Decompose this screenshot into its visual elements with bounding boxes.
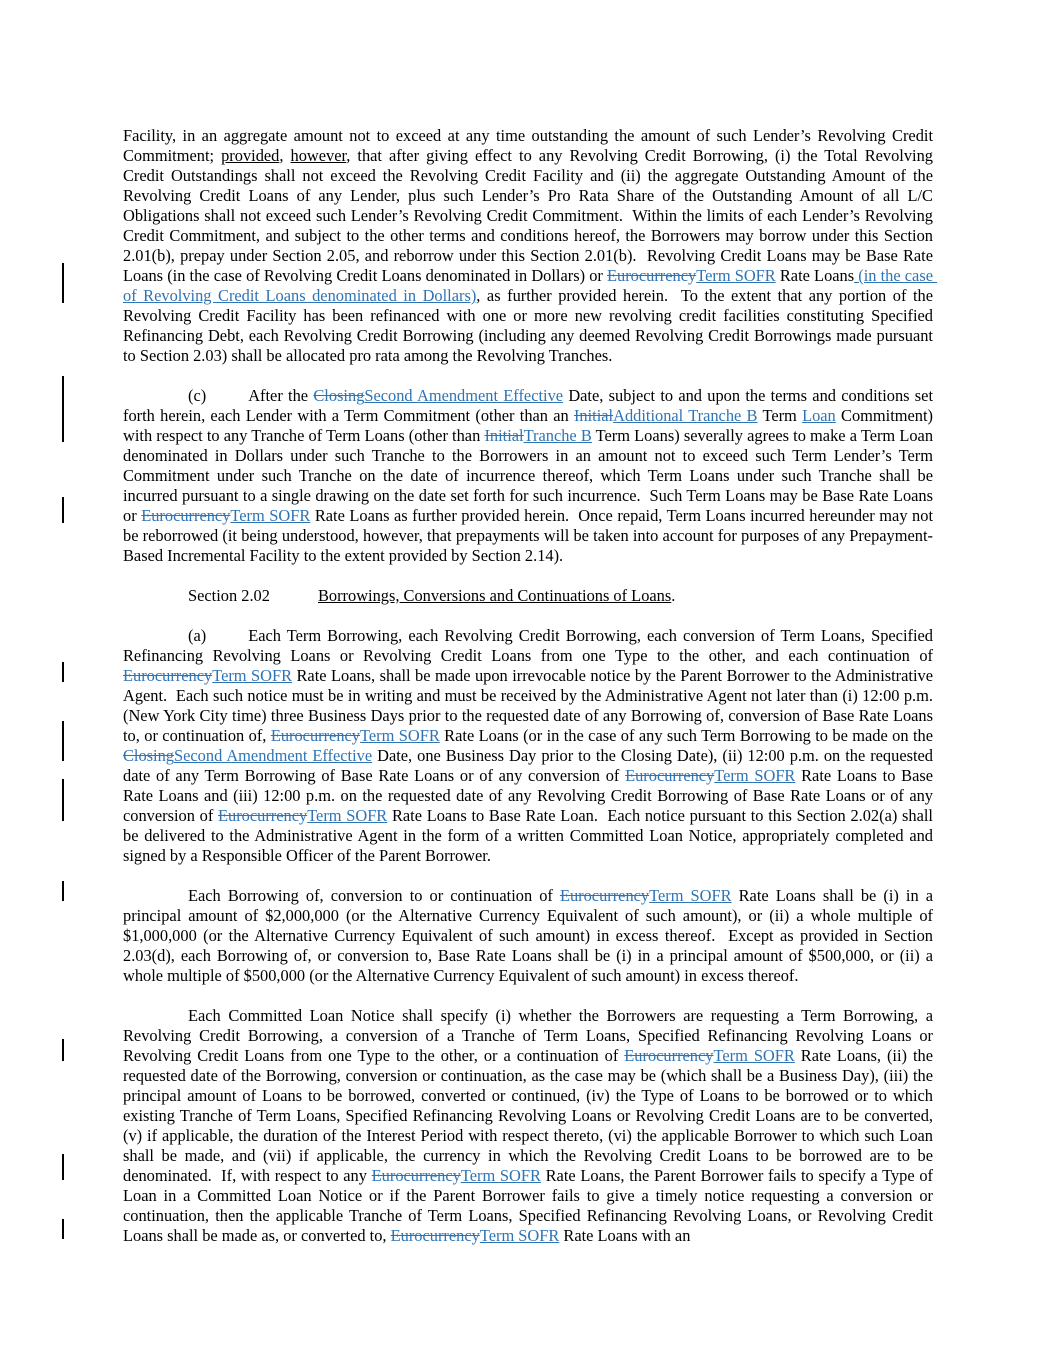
text-run: Rate Loans to Base Rate Loan. Each notice pursuant to this Section 2.02(a) shall be delivered to the Administrative Agent in the form of a written Committed Loan Notice, appropriately completed and signed by a Responsible Officer of the Parent Borrower. xyxy=(123,806,938,865)
inserted-text: Second Amendment Effective xyxy=(174,746,373,765)
inserted-text: Term SOFR xyxy=(230,506,311,525)
inserted-text: Second Amendment Effective xyxy=(364,386,564,405)
inserted-text: Term SOFR xyxy=(360,726,440,745)
deleted-text: Eurocurrency xyxy=(559,886,650,905)
paragraph-label: Section 2.02 xyxy=(188,586,270,605)
inserted-text: Term SOFR xyxy=(479,1226,560,1245)
revision-change-bar xyxy=(62,881,64,901)
text-run: Each Borrowing of, conversion to or continuation of xyxy=(188,886,560,905)
deleted-text: Eurocurrency xyxy=(270,726,361,745)
inserted-text: Term SOFR xyxy=(714,766,796,785)
text-run: Rate Loans, the Parent Borrower fails to specify a Type of Loan in a Committed Loan Notice or if the Parent Borrower fails to give a timely notice requesting a conversion or continuation, then the applicable Tranche of Term Loans, Specified Refinancing Revolving Loans, or Revolving Credit Loans shall be made as, or converted to, xyxy=(123,1166,938,1245)
text-run: Rate Loans (or in the case of any such Term Borrowing to be made on the xyxy=(439,726,938,745)
inserted-text: Term SOFR xyxy=(307,806,388,825)
revision-change-bar xyxy=(62,662,64,682)
text-run: , as further provided herein. To the extent that any portion of the Revolving Credit Facility has been refinanced with one or more new revolving credit facilities constituting Specified Refinancing Debt, each Revolving Credit Borrowing (including any deemed Revolving Credit Borrowings made pursuant to Section 2.03) shall be allocated pro rata among the Revolving Tranches. xyxy=(123,286,938,365)
text-run: Date, subject to and upon the terms and conditions set forth herein, each Lender with a Term Commitment (other than an xyxy=(123,386,938,425)
text-run: Rate Loans xyxy=(775,266,855,285)
inserted-text: Term SOFR xyxy=(460,1166,541,1185)
deleted-text: Initial xyxy=(484,426,524,445)
inserted-text: Additional Tranche B xyxy=(613,406,758,425)
text-run: Rate Loans, (ii) the requested date of the Borrowing, conversion or continuation, as the case may be (which shall be a Business Day), (iii) the principal amount of Loans to be borrowed, converted or continued, (iv) the Type of Loans to be borrowed or to which existing Tranche of Term Loans, Specified Refinancing Revolving Loans or Revolving Credit Loans are to be converted, (v) if applicable, the duration of the Interest Period with respect thereto, (vi) the applicable Borrower to which such Loan shall be made, and (vii) if applicable, the currency in which the Revolving Credit Loans to be borrowed are to be denominated. If, with respect to any xyxy=(123,1046,938,1185)
text-run: Term Loans) severally agrees to make a Term Loan denominated in Dollars under such Tranche to the Borrowers in an amount not to exceed such Term Lender’s Term Commitment under such Tranche on the date of incurrence thereof, which Term Loans under such Tranche shall be incurred pursuant to a single drawing on the date set forth for such incurrence. Such Term Loans may be Base Rate Loans or xyxy=(123,426,938,525)
deleted-text: Eurocurrency xyxy=(123,666,213,685)
text-run: Rate Loans as further provided herein. Once repaid, Term Loans incurred hereunder may not be reborrowed (it being understood, however, that prepayments will be taken into account for purposes of any Prepayment-Based Incremental Facility to the extent provided by Section 2.14). xyxy=(123,506,938,565)
section-2-02-heading xyxy=(123,586,933,606)
text-run: . xyxy=(671,586,676,605)
underlined-text: Borrowings, Conversions and Continuations of Loans xyxy=(317,586,672,605)
revision-change-bar xyxy=(62,263,64,303)
paragraph-label: (a) xyxy=(188,626,207,645)
text-run: , that after giving effect to any Revolving Credit Borrowing, (i) the Total Revolving Credit Outstandings shall not exceed the Revolving Credit Facility and (ii) the aggregate Outstanding Amount of the Revolving Credit Loans of any Lender, plus such Lender’s Pro Rata Share of the Outstanding Amount of all L/C Obligations shall not exceed such Lender’s Revolving Credit Commitment. Within the limits of each Lender’s Revolving Credit Commitment, and subject to the other terms and conditions hereof, the Borrowers may borrow under this Section 2.01(b), prepay under Section 2.05, and reborrow under this Section 2.01(b). Revolving Credit Loans may be Base Rate Loans (in the case of Revolving Credit Loans denominated in Dollars) or xyxy=(123,146,938,285)
tab-space xyxy=(270,600,318,601)
paragraph-label: (c) xyxy=(188,386,207,405)
paragraph-a-committed-loan-notice-timing xyxy=(123,626,938,866)
deleted-text: Eurocurrency xyxy=(141,506,231,525)
revision-change-bar xyxy=(62,497,64,523)
underlined-text: provided xyxy=(221,146,280,165)
deleted-text: Eurocurrency xyxy=(371,1166,461,1185)
inserted-text: Term SOFR xyxy=(212,666,293,685)
paragraph-revolving-credit-commitment xyxy=(123,126,938,366)
text-run: Date, one Business Day prior to the Closing Date), (ii) 12:00 p.m. on the requested date of any Term Borrowing of Base Rate Loans or of any conversion of xyxy=(123,746,938,785)
deleted-text: Closing xyxy=(123,746,175,765)
revision-change-bar xyxy=(62,1219,64,1239)
deleted-text: Initial xyxy=(573,406,614,425)
text-run: After the xyxy=(248,386,314,405)
tab-space xyxy=(206,640,248,641)
tab-space xyxy=(206,400,248,401)
text-run: Rate Loans to Base Rate Loans and (iii) 12:00 p.m. on the requested date of any Revolving Credit Borrowing of Base Rate Loans or of any conversion of xyxy=(123,766,938,825)
text-run: Each Term Borrowing, each Revolving Credit Borrowing, each conversion of Term Loans, Specified Refinancing Revolving Loans or Revolving Credit Loans from one Type to the other, and each continuation of xyxy=(123,626,938,665)
deleted-text: Eurocurrency xyxy=(625,766,715,785)
text-run: Rate Loans, shall be made upon irrevocable notice by the Parent Borrower to the Administrative Agent. Each such notice must be in writing and must be received by the Administrative Agent not later than (i) 12:00 p.m. (New York City time) three Business Days prior to the requested date of any Borrowing of, conversion of Base Rate Loans to, or continuation of, xyxy=(123,666,938,745)
inserted-text: Term SOFR xyxy=(696,266,776,285)
text-run: Rate Loans shall be (i) in a principal amount of $2,000,000 (or the Alternative Currency Equivalent of such amount), or (ii) a whole multiple of $1,000,000 (or the Alternative Currency Equivalent of such amount) in excess thereof. Except as provided in Section 2.03(d), each Borrowing of, or conversion to, Base Rate Loans shall be (i) in a principal amount of $500,000, or (ii) a whole multiple of $500,000 (or the Alternative Currency Equivalent of such amount) in excess thereof. xyxy=(123,886,938,985)
text-run: Term xyxy=(757,406,803,425)
document-body xyxy=(123,126,938,1246)
deleted-text: Eurocurrency xyxy=(607,266,697,285)
text-run: Rate Loans with an xyxy=(559,1226,691,1245)
inserted-text: (in the case of Revolving Credit Loans denominated in Dollars) xyxy=(123,266,938,305)
revision-change-bar xyxy=(62,721,64,761)
paragraph-borrowing-minimum-amounts xyxy=(123,886,938,986)
inserted-text: Loan xyxy=(802,406,836,425)
deleted-text: Eurocurrency xyxy=(390,1226,480,1245)
text-run: Facility, in an aggregate amount not to exceed at any time outstanding the amount of such Lender’s Revolving Credit Commitment; xyxy=(123,126,938,165)
text-run: Each Committed Loan Notice shall specify (i) whether the Borrowers are requesting a Term Borrowing, a Revolving Credit Borrowing, a conversion of a Tranche of Term Loans, Specified Refinancing Revolving Loans or Revolving Credit Loans from one Type to the other, or a continuation of xyxy=(123,1006,938,1065)
revision-change-bar xyxy=(62,1154,64,1180)
deleted-text: Closing xyxy=(313,386,365,405)
revision-change-bar xyxy=(62,779,64,821)
inserted-text: Tranche B xyxy=(523,426,592,445)
paragraph-committed-loan-notice-contents xyxy=(123,1006,938,1246)
paragraph-c-term-loan-commitments xyxy=(123,386,938,566)
deleted-text: Eurocurrency xyxy=(217,806,308,825)
revision-change-bar xyxy=(62,1039,64,1061)
deleted-text: Eurocurrency xyxy=(624,1046,714,1065)
inserted-text: Term SOFR xyxy=(713,1046,795,1065)
text-run: , xyxy=(279,146,291,165)
text-run: Commitment) with respect to any Tranche of Term Loans (other than xyxy=(123,406,938,445)
inserted-text: Term SOFR xyxy=(649,886,732,905)
underlined-text: however xyxy=(290,146,347,165)
revision-change-bar xyxy=(62,376,64,442)
